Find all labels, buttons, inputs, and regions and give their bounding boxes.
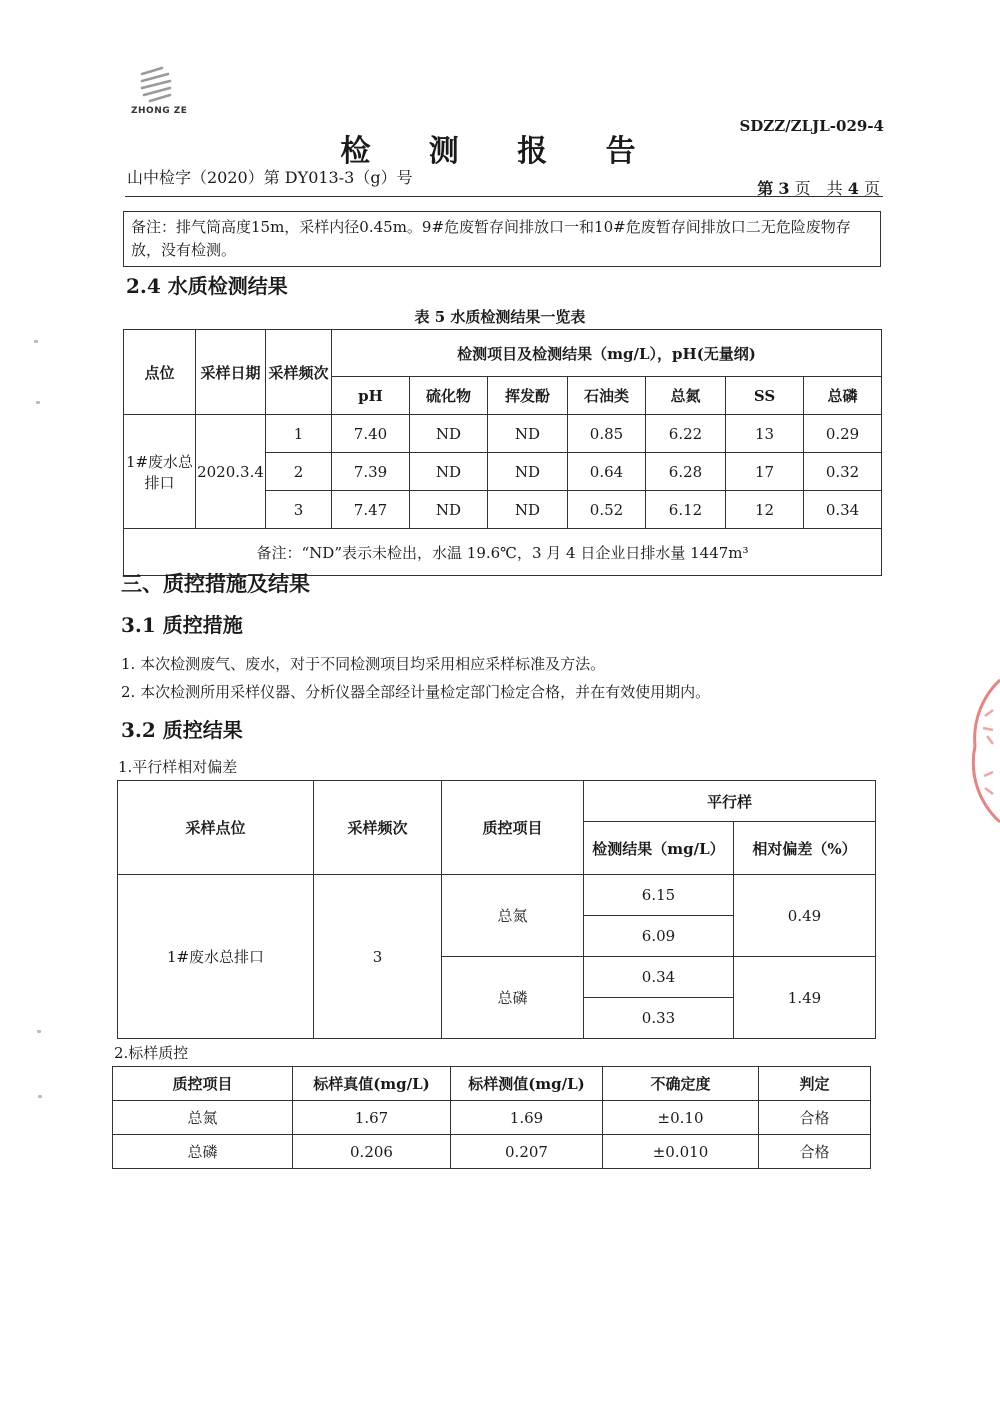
cell-true-value: 1.67 xyxy=(293,1101,451,1135)
header-point: 采样点位 xyxy=(118,781,314,875)
cell-value: 0.52 xyxy=(568,491,646,529)
table-note: 备注：“ND”表示未检出，水温 19.6℃，3 月 4 日企业日排水量 1447m³ xyxy=(124,529,882,576)
standard-sample-table xyxy=(112,1066,871,1169)
header-cell: 标样真值(mg/L) xyxy=(293,1067,451,1101)
cell-value: ND xyxy=(488,491,568,529)
cell-result: 0.33 xyxy=(584,998,734,1039)
cell-value: 17 xyxy=(726,453,804,491)
remark-box: 备注：排气筒高度15m，采样内径0.45m。9#危废暂存间排放口一和10#危废暂存间排放口二无危险废物存放，没有检测。 xyxy=(123,211,881,267)
cell-value: 7.40 xyxy=(332,415,410,453)
document-code: SDZZ/ZLJL-029-4 xyxy=(739,117,884,135)
header-item: 石油类 xyxy=(568,377,646,415)
table-row xyxy=(113,1135,871,1169)
cell-point: 1#废水总排口 xyxy=(124,415,196,529)
punch-mark xyxy=(34,340,38,343)
header-item: 挥发酚 xyxy=(488,377,568,415)
measure-item: 2. 本次检测所用采样仪器、分析仪器全部经计量检定部门检定合格，并在有效使用期内。 xyxy=(121,683,711,701)
header-cell: 标样测值(mg/L) xyxy=(451,1067,603,1101)
header-item: SS xyxy=(726,377,804,415)
cell-freq: 3 xyxy=(266,491,332,529)
header-date: 采样日期 xyxy=(196,330,266,415)
cell-deviation: 1.49 xyxy=(734,957,876,1039)
header-item: 总磷 xyxy=(804,377,882,415)
header-item: 硫化物 xyxy=(410,377,488,415)
header-item: pH xyxy=(332,377,410,415)
cell-judgement: 合格 xyxy=(759,1135,871,1169)
cell-value: ND xyxy=(488,453,568,491)
section-heading-3-1: 3.1 质控措施 xyxy=(121,613,243,637)
cell-value: ND xyxy=(410,453,488,491)
cell-item: 总氮 xyxy=(113,1101,293,1135)
cell-freq: 1 xyxy=(266,415,332,453)
cell-value: 12 xyxy=(726,491,804,529)
cell-value: 6.22 xyxy=(646,415,726,453)
header-item: 总氮 xyxy=(646,377,726,415)
cell-item: 总氮 xyxy=(442,875,584,957)
punch-mark xyxy=(36,401,40,404)
cell-result: 6.15 xyxy=(584,875,734,916)
page-mid: 页 共 xyxy=(794,179,843,198)
section-heading-3-2: 3.2 质控结果 xyxy=(121,718,243,742)
cell-value: 13 xyxy=(726,415,804,453)
cell-value: 6.12 xyxy=(646,491,726,529)
report-number: 山中检字（2020）第 DY013-3（g）号 xyxy=(127,168,413,187)
cell-value: ND xyxy=(410,415,488,453)
page-prefix: 第 xyxy=(757,179,774,198)
cell-value: 0.64 xyxy=(568,453,646,491)
header-deviation: 相对偏差（%） xyxy=(734,822,876,875)
page-suffix: 页 xyxy=(863,179,880,198)
cell-measured-value: 1.69 xyxy=(451,1101,603,1135)
header-item: 质控项目 xyxy=(442,781,584,875)
header-items-group: 检测项目及检测结果（mg/L），pH(无量纲) xyxy=(332,330,882,377)
cell-deviation: 0.49 xyxy=(734,875,876,957)
logo-text: ZHONG ZE xyxy=(131,106,188,116)
table-row xyxy=(118,875,876,916)
header-cell: 判定 xyxy=(759,1067,871,1101)
cell-result: 6.09 xyxy=(584,916,734,957)
cell-result: 0.34 xyxy=(584,957,734,998)
header-cell: 不确定度 xyxy=(603,1067,759,1101)
header-point: 点位 xyxy=(124,330,196,415)
table-caption: 表 5 水质检测结果一览表 xyxy=(414,308,586,326)
table-row xyxy=(113,1101,871,1135)
cell-point: 1#废水总排口 xyxy=(118,875,314,1039)
cell-value: 7.47 xyxy=(332,491,410,529)
cell-date: 2020.3.4 xyxy=(196,415,266,529)
punch-mark xyxy=(37,1030,41,1033)
header-result: 检测结果（mg/L） xyxy=(584,822,734,875)
page-title: 检 测 报 告 xyxy=(340,134,660,169)
cell-measured-value: 0.207 xyxy=(451,1135,603,1169)
section-heading-2-4: 2.4 水质检测结果 xyxy=(126,274,288,298)
measure-item: 1. 本次检测废气、废水，对于不同检测项目均采用相应采样标准及方法。 xyxy=(121,655,606,673)
cell-item: 总磷 xyxy=(113,1135,293,1169)
table-row xyxy=(124,415,882,453)
cell-value: 0.34 xyxy=(804,491,882,529)
header-freq: 采样频次 xyxy=(266,330,332,415)
cell-value: 0.32 xyxy=(804,453,882,491)
water-quality-table xyxy=(123,329,882,576)
parallel-sample-table xyxy=(117,780,876,1039)
punch-mark xyxy=(38,1095,42,1098)
cell-value: 6.28 xyxy=(646,453,726,491)
cell-uncertainty: ±0.10 xyxy=(603,1101,759,1135)
cell-true-value: 0.206 xyxy=(293,1135,451,1169)
cell-value: 7.39 xyxy=(332,453,410,491)
header-divider xyxy=(125,196,883,197)
page-current: 3 xyxy=(778,179,790,198)
cell-judgement: 合格 xyxy=(759,1101,871,1135)
cell-item: 总磷 xyxy=(442,957,584,1039)
cell-value: ND xyxy=(488,415,568,453)
cell-uncertainty: ±0.010 xyxy=(603,1135,759,1169)
header-parallel-group: 平行样 xyxy=(584,781,876,822)
cell-value: 0.85 xyxy=(568,415,646,453)
page-total: 4 xyxy=(847,179,859,198)
section-heading-3: 三、质控措施及结果 xyxy=(121,571,310,596)
cell-freq: 3 xyxy=(314,875,442,1039)
cell-value: 0.29 xyxy=(804,415,882,453)
header-freq: 采样频次 xyxy=(314,781,442,875)
header-cell: 质控项目 xyxy=(113,1067,293,1101)
cell-freq: 2 xyxy=(266,453,332,491)
cell-value: ND xyxy=(410,491,488,529)
company-logo-icon xyxy=(136,66,176,104)
parallel-sample-title: 1.平行样相对偏差 xyxy=(118,758,238,776)
seal-stamp-icon xyxy=(963,676,1000,826)
standard-sample-title: 2.标样质控 xyxy=(114,1044,189,1062)
